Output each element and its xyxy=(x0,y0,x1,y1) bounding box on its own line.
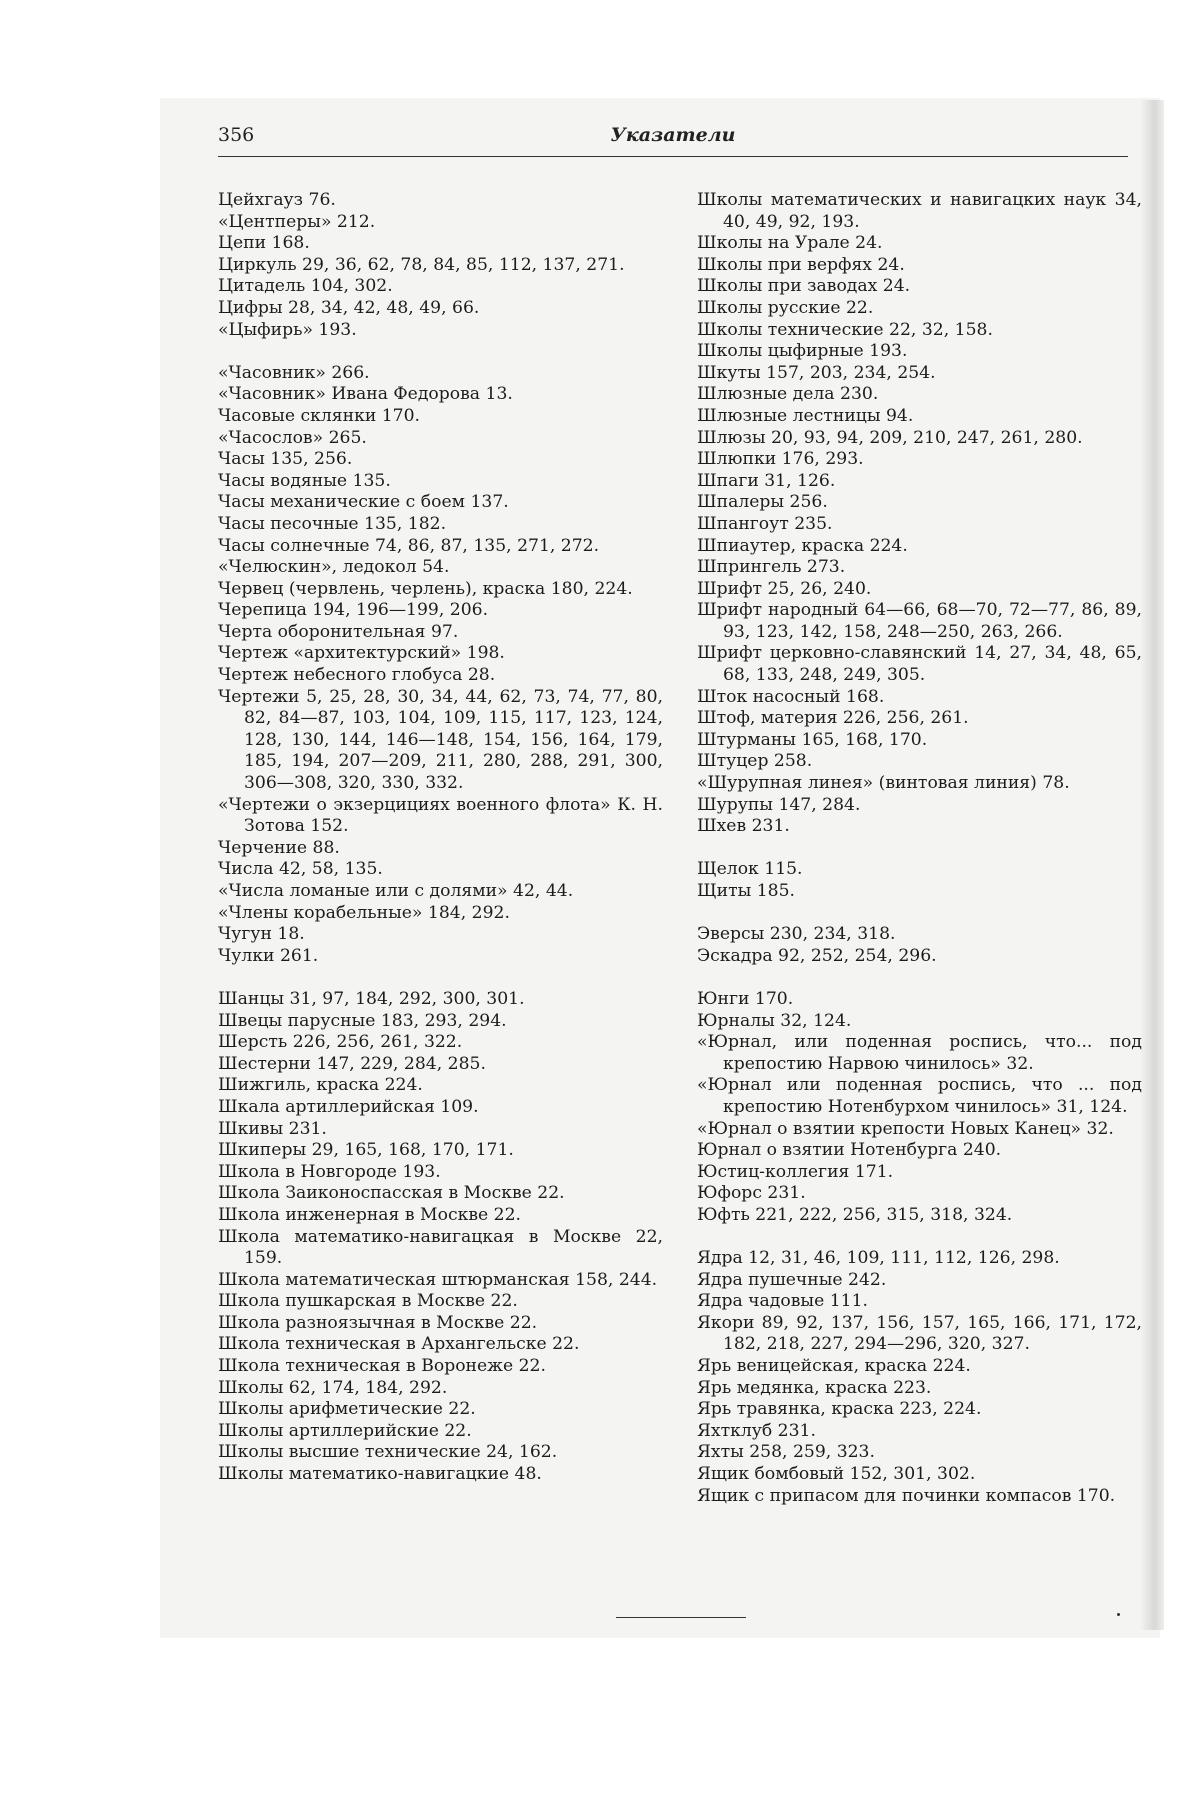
index-entry: Шанцы 31, 97, 184, 292, 300, 301. xyxy=(218,988,525,1009)
index-entry: Ядра чадовые 111. xyxy=(697,1291,868,1312)
index-entry: «Часовник» Ивана Федорова 13. xyxy=(218,384,513,405)
index-entry: «Цыфирь» 193. xyxy=(218,319,357,340)
index-entry: Школа техническая в Архангельске 22. xyxy=(218,1334,580,1355)
index-entry: Якори 89, 92, 137, 156, 157, 165, 166, 171, 172, 182, 218, 227, 294—296, 320, 327. xyxy=(697,1312,1142,1355)
index-entry: Ярь медянка, краска 223. xyxy=(697,1377,932,1398)
page-number: 356 xyxy=(218,124,255,146)
index-entry: Школы артиллерийские 22. xyxy=(218,1420,472,1441)
index-entry: Шкивы 231. xyxy=(218,1118,327,1139)
index-entry: Шижгиль, краска 224. xyxy=(218,1075,423,1096)
index-entry: Часы водяные 135. xyxy=(218,470,391,491)
index-entry: «Центперы» 212. xyxy=(218,211,376,232)
index-entry: «Юрнал о взятии крепости Новых Канец» 32. xyxy=(697,1118,1114,1139)
index-entry: Шлюзные лестницы 94. xyxy=(697,405,914,426)
index-entry: Школа пушкарская в Москве 22. xyxy=(218,1291,518,1312)
section-gap xyxy=(697,838,1142,860)
index-entry: Шерсть 226, 256, 261, 322. xyxy=(218,1032,463,1053)
index-entry: Школы при верфях 24. xyxy=(697,254,905,275)
index-entry: Шкала артиллерийская 109. xyxy=(218,1096,479,1117)
section-gap xyxy=(697,1227,1142,1249)
footer-rule xyxy=(616,1617,746,1618)
index-entry: Юрналы 32, 124. xyxy=(697,1010,852,1031)
index-entry: Шпангоут 235. xyxy=(697,513,833,534)
index-entry: Шлюзные дела 230. xyxy=(697,384,879,405)
index-entry: Шкиперы 29, 165, 168, 170, 171. xyxy=(218,1140,514,1161)
index-entry: Цифры 28, 34, 42, 48, 49, 66. xyxy=(218,297,480,318)
index-entry: Школы русские 22. xyxy=(697,297,874,318)
index-entry: Черепица 194, 196—199, 206. xyxy=(218,600,489,621)
index-entry: Чугун 18. xyxy=(218,924,305,945)
index-entry: Ядра 12, 31, 46, 109, 111, 112, 126, 298. xyxy=(697,1248,1060,1269)
index-entry: Щелок 115. xyxy=(697,859,803,880)
index-entry: Юнги 170. xyxy=(697,988,794,1009)
index-entry: Часы 135, 256. xyxy=(218,449,353,470)
index-entry: Шрифт 25, 26, 240. xyxy=(697,578,872,599)
index-entry: Шпаги 31, 126. xyxy=(697,470,836,491)
index-entry: Штуцер 258. xyxy=(697,751,813,772)
index-entry: Часы солнечные 74, 86, 87, 135, 271, 272. xyxy=(218,535,600,556)
index-entry: Школа в Новгороде 193. xyxy=(218,1161,441,1182)
index-entry: Шпрингель 273. xyxy=(697,557,846,578)
index-entry: Червец (червлень, черлень), краска 180, 224. xyxy=(218,578,633,599)
index-column-left xyxy=(218,190,663,1486)
index-entry: Школа Заиконоспасская в Москве 22. xyxy=(218,1183,565,1204)
index-entry: Шурупы 147, 284. xyxy=(697,794,861,815)
index-entry: Швецы парусные 183, 293, 294. xyxy=(218,1010,507,1031)
index-entry: Школа математическая штюрманская 158, 244. xyxy=(218,1269,658,1290)
index-entry: Школы при заводах 24. xyxy=(697,276,911,297)
index-entry: Черта оборонительная 97. xyxy=(218,621,459,642)
index-entry: Юфть 221, 222, 256, 315, 318, 324. xyxy=(697,1204,1013,1225)
index-entry: «Шурупная линея» (винтовая линия) 78. xyxy=(697,773,1070,794)
index-entry: Часы песочные 135, 182. xyxy=(218,513,447,534)
index-entry: Школы технические 22, 32, 158. xyxy=(697,319,993,340)
index-entry: Школа математико-навигацкая в Москве 22, 159. xyxy=(218,1226,663,1269)
index-entry: Школы 62, 174, 184, 292. xyxy=(218,1377,448,1398)
section-gap xyxy=(697,967,1142,989)
index-entry: Шток насосный 168. xyxy=(697,686,885,707)
page-header xyxy=(218,122,1128,157)
index-entry: Шрифт церковно-славянский 14, 27, 34, 48, 65, 68, 133, 248, 249, 305. xyxy=(697,643,1142,686)
index-entry: Шлюпки 176, 293. xyxy=(697,449,864,470)
section-gap xyxy=(697,903,1142,925)
index-entry: Школы математических и навигацких наук 34, 40, 49, 92, 193. xyxy=(697,190,1142,232)
index-entry: Цейхгауз 76. xyxy=(218,190,336,210)
index-entry: Шкуты 157, 203, 234, 254. xyxy=(697,362,936,383)
index-entry: «Юрнал, или поденная роспись, что... под крепостию Нарвою чинилось» 32. xyxy=(697,1032,1142,1074)
index-entry: «Часослов» 265. xyxy=(218,427,367,448)
index-entry: Школа разноязычная в Москве 22. xyxy=(218,1312,538,1333)
index-entry: Шлюзы 20, 93, 94, 209, 210, 247, 261, 280. xyxy=(697,427,1083,448)
index-entry: «Числа ломаные или с долями» 42, 44. xyxy=(218,881,574,901)
index-entry: Циркуль 29, 36, 62, 78, 84, 85, 112, 137, 271. xyxy=(218,254,625,275)
index-entry: «Челюскин», ледокол 54. xyxy=(218,557,450,578)
index-entry: Яхтклуб 231. xyxy=(697,1420,816,1441)
index-entry: Штоф, материя 226, 256, 261. xyxy=(697,708,969,729)
index-column-right xyxy=(697,190,1142,1507)
page-edge-shadow xyxy=(1140,100,1164,1630)
index-entry: «Юрнал или поденная роспись, что ... под крепостию Нотенбурхом чинилось» 31, 124. xyxy=(697,1075,1142,1117)
index-entry: Ярь веницейская, краска 224. xyxy=(697,1356,971,1377)
index-entry: Цепи 168. xyxy=(218,233,310,254)
index-entry: Яхты 258, 259, 323. xyxy=(697,1442,875,1463)
running-title: Указатели xyxy=(610,124,736,146)
index-entry: Шхев 231. xyxy=(697,816,790,837)
index-entry: Юстиц-коллегия 171. xyxy=(697,1161,894,1182)
index-entry: Цитадель 104, 302. xyxy=(218,276,393,297)
index-entry: «Чертежи о экзерцициях военного флота» К. Н. Зотова 152. xyxy=(218,794,663,837)
index-entry: Ящик с припасом для починки компасов 170. xyxy=(697,1485,1116,1506)
print-speck xyxy=(1117,1613,1120,1616)
section-gap xyxy=(218,967,663,989)
index-entry: Юрнал о взятии Нотенбурга 240. xyxy=(697,1140,1002,1161)
index-entry: Школы высшие технические 24, 162. xyxy=(218,1442,558,1463)
index-entry: Чулки 261. xyxy=(218,945,319,966)
index-entry: Шестерни 147, 229, 284, 285. xyxy=(218,1053,486,1074)
index-entry: Шрифт народный 64—66, 68—70, 72—77, 86, 89, 93, 123, 142, 158, 248—250, 263, 266. xyxy=(697,600,1142,642)
index-entry: Штурманы 165, 168, 170. xyxy=(697,729,928,750)
index-entry: Щиты 185. xyxy=(697,881,795,901)
index-entry: Ярь травянка, краска 223, 224. xyxy=(697,1399,982,1420)
index-entry: Школа инженерная в Москве 22. xyxy=(218,1204,521,1225)
index-entry: Шпиаутер, краска 224. xyxy=(697,535,908,556)
index-entry: Школы на Урале 24. xyxy=(697,233,883,254)
index-entry: Школы математико-навигацкие 48. xyxy=(218,1464,542,1485)
index-entry: Чертеж небесного глобуса 28. xyxy=(218,665,496,686)
index-entry: Школа техническая в Воронеже 22. xyxy=(218,1356,546,1377)
index-entry: Чертеж «архитектурский» 198. xyxy=(218,643,505,664)
index-entry: Ящик бомбовый 152, 301, 302. xyxy=(697,1464,976,1485)
index-entry: Школы цыфирные 193. xyxy=(697,341,908,362)
index-entry: Школы арифметические 22. xyxy=(218,1399,476,1420)
section-gap xyxy=(218,341,663,363)
index-entry: Черчение 88. xyxy=(218,837,340,858)
index-entry: Часовые склянки 170. xyxy=(218,405,421,426)
index-entry: Числа 42, 58, 135. xyxy=(218,859,383,880)
index-entry: Эверсы 230, 234, 318. xyxy=(697,924,896,945)
index-entry: Шпалеры 256. xyxy=(697,492,828,513)
index-entry: «Часовник» 266. xyxy=(218,362,370,383)
index-entry: Юфорс 231. xyxy=(697,1183,806,1204)
index-entry: Чертежи 5, 25, 28, 30, 34, 44, 62, 73, 74, 77, 80, 82, 84—87, 103, 104, 109, 115, 117, 123, 124, 128, 130, 144, 146—148, 154, 156, 164, 179, 185, 194, 207—209, 211, 280, 288, 291, 300, 306—308, 320, 330, 332. xyxy=(218,686,663,794)
index-entry: Эскадра 92, 252, 254, 296. xyxy=(697,945,937,966)
index-entry: «Члены корабельные» 184, 292. xyxy=(218,902,510,923)
index-entry: Ядра пушечные 242. xyxy=(697,1269,887,1290)
index-entry: Часы механические с боем 137. xyxy=(218,492,509,513)
